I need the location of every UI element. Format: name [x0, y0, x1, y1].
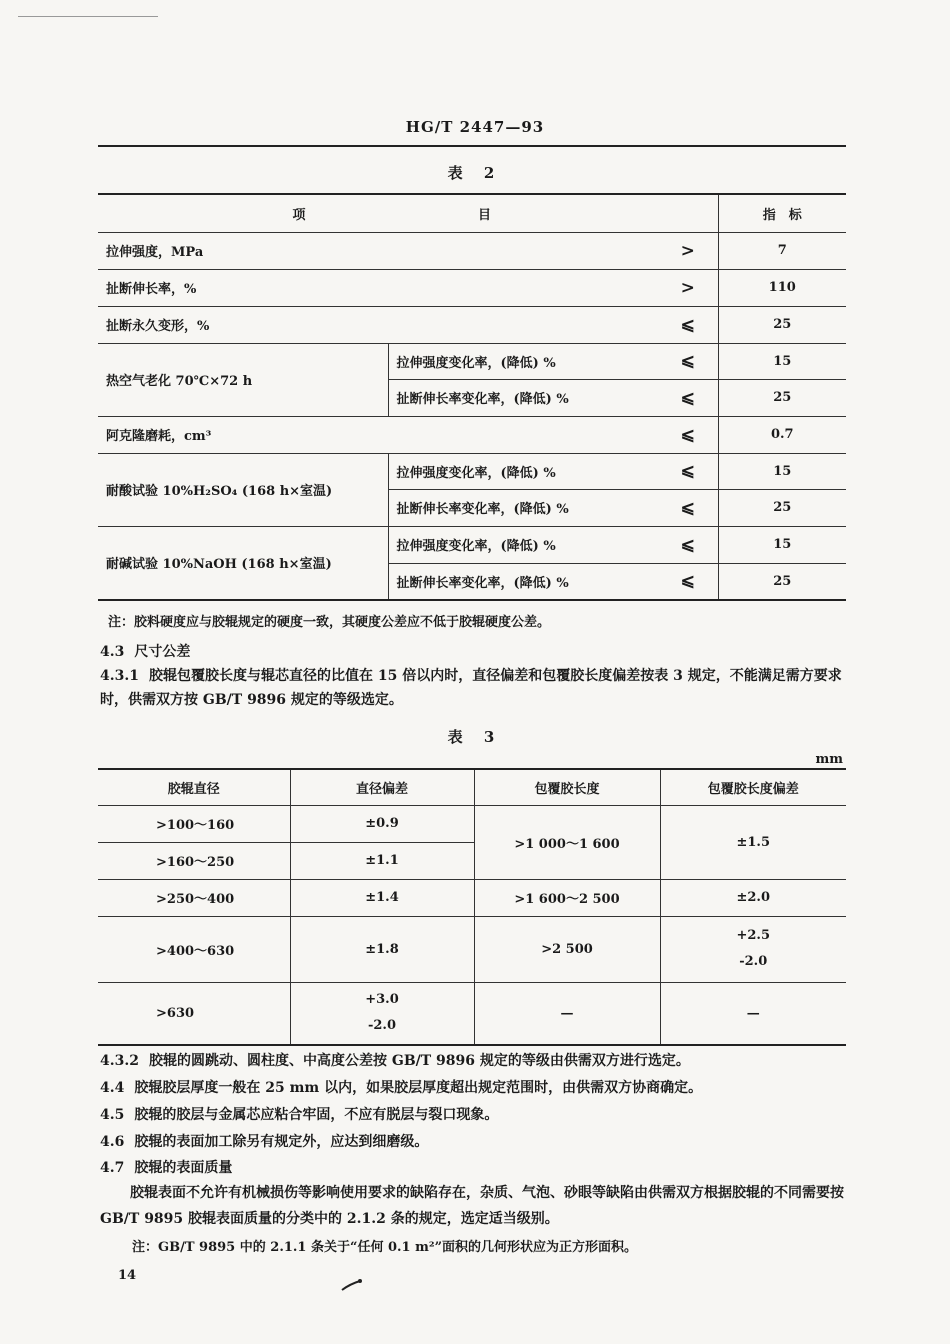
row-label: 耐酸试验 10%H₂SO₄ (168 h×室温): [98, 453, 388, 526]
pen-mark-icon: [340, 1278, 364, 1292]
deviation-lower: -2.0: [739, 954, 768, 969]
row-value: 25: [718, 306, 846, 343]
diameter: >100～160: [98, 805, 290, 842]
row-value: 15: [718, 453, 846, 489]
sub-label: 拉伸强度变化率，(降低) %: [388, 453, 658, 489]
length-deviation: ±1.5: [660, 805, 846, 879]
scan-artifact-line: [18, 16, 158, 17]
table-row: [98, 879, 846, 916]
comparator: ⩽: [658, 379, 718, 416]
sub-label: 扯断伸长率变化率，(降低) %: [388, 563, 658, 600]
header-item2: 目: [388, 194, 718, 232]
header-length-deviation: 包覆胶长度偏差: [660, 769, 846, 805]
row-value: 15: [718, 526, 846, 563]
length-deviation: —: [660, 982, 846, 1045]
paragraph-4-4: [100, 1076, 702, 1100]
table-row: [98, 269, 846, 306]
table-header-row: [98, 194, 846, 232]
table-2: [98, 193, 846, 601]
diameter: >250～400: [98, 879, 290, 916]
standard-number: HG/T 2447—93: [405, 118, 545, 136]
comparator: ⩽: [658, 306, 718, 343]
cover-length: >1 000～1 600: [474, 805, 660, 879]
section-number: 4.7: [100, 1160, 125, 1176]
row-value: 25: [718, 489, 846, 526]
table-row: [98, 306, 846, 343]
table-3: [98, 768, 846, 1046]
paragraph-text: 胶辊的圆跳动、圆柱度、中高度公差按 GB/T 9896 规定的等级由供需双方进行选定。: [148, 1053, 690, 1069]
row-label: 阿克隆磨耗，cm³: [98, 416, 658, 453]
row-label: 拉伸强度，MPa: [98, 232, 658, 269]
dia-deviation: ±1.4: [290, 879, 474, 916]
row-value: 0.7: [718, 416, 846, 453]
paragraph-4-7: [100, 1156, 232, 1180]
comparator: ⩽: [658, 453, 718, 489]
cover-length: —: [474, 982, 660, 1045]
diameter: >160～250: [98, 842, 290, 879]
section-number: 4.6: [100, 1134, 125, 1150]
dia-deviation: ±1.1: [290, 842, 474, 879]
paragraph-text: 胶辊包覆胶长度与辊芯直径的比值在 15 倍以内时，直径偏差和包覆胶长度偏差按表 3 规定，不能满足需方要求时，供需双方按 GB/T 9896 规定的等级选定。: [100, 668, 842, 708]
section-number: 4.4: [100, 1080, 125, 1096]
row-value: 25: [718, 379, 846, 416]
deviation-upper: +3.0: [365, 992, 399, 1008]
paragraph-text: 胶辊的胶层与金属芯应粘合牢固，不应有脱层与裂口现象。: [134, 1107, 499, 1123]
table-row: [98, 805, 846, 842]
table3-unit: mm: [815, 752, 843, 767]
table-row: [98, 343, 846, 379]
comparator: >: [658, 269, 718, 306]
paragraph-text: 胶辊的表面加工除另有规定外，应达到细磨级。: [134, 1134, 429, 1150]
comparator: ⩽: [658, 343, 718, 379]
length-deviation: ±2.0: [660, 879, 846, 916]
header-indicator: 指 标: [718, 194, 846, 232]
paragraph-4-3-2: [100, 1049, 690, 1073]
section-4-3-title: [100, 640, 190, 664]
row-label: 扯断伸长率，%: [98, 269, 658, 306]
paragraph-4-7-body: 胶辊表面不允许有机械损伤等影响使用要求的缺陷存在，杂质、气泡、砂眼等缺陷由供需双方根据胶辊的不同需要按 GB/T 9895 胶辊表面质量的分类中的 2.1.2 条的规定，选定适当级别。: [100, 1185, 844, 1227]
header-diameter: 胶辊直径: [98, 769, 290, 805]
cover-length: >1 600～2 500: [474, 879, 660, 916]
cover-length: >2 500: [474, 916, 660, 982]
comparator: ⩽: [658, 416, 718, 453]
length-deviation: [660, 916, 846, 982]
section-number: 4.5: [100, 1107, 125, 1123]
sub-label: 扯断伸长率变化率，(降低) %: [388, 379, 658, 416]
row-value: 25: [718, 563, 846, 600]
paragraph-4-5: [100, 1103, 498, 1127]
sub-label: 扯断伸长率变化率，(降低) %: [388, 489, 658, 526]
section-number: 4.3.1: [100, 668, 139, 684]
table-row: [98, 232, 846, 269]
dia-deviation: ±0.9: [290, 805, 474, 842]
section-title: 尺寸公差: [134, 644, 191, 660]
header-rule: [98, 145, 846, 147]
table-row: [98, 916, 846, 982]
paragraph-text: 胶辊胶层厚度一般在 25 mm 以内，如果胶层厚度超出规定范围时，由供需双方协商确定。: [134, 1080, 703, 1096]
table3-caption: 表 3: [447, 728, 503, 746]
comparator: >: [658, 232, 718, 269]
row-value: 7: [718, 232, 846, 269]
row-value: 15: [718, 343, 846, 379]
header-cover-length: 包覆胶长度: [474, 769, 660, 805]
sub-label: 拉伸强度变化率，(降低) %: [388, 526, 658, 563]
section-number: 4.3.2: [100, 1053, 139, 1069]
row-value: 110: [718, 269, 846, 306]
table2-note: 注：胶料硬度应与胶辊规定的硬度一致，其硬度公差应不低于胶辊硬度公差。: [108, 615, 551, 630]
paragraph-text: 胶辊的表面质量: [134, 1160, 233, 1176]
table-row: [98, 526, 846, 563]
table-row: [98, 982, 846, 1045]
comparator: ⩽: [658, 563, 718, 600]
paragraph-4-6: [100, 1130, 428, 1154]
deviation-lower: -2.0: [367, 1018, 396, 1034]
row-label: 扯断永久变形，%: [98, 306, 658, 343]
header-dia-deviation: 直径偏差: [290, 769, 474, 805]
deviation-upper: +2.5: [736, 928, 770, 943]
comparator: ⩽: [658, 526, 718, 563]
dia-deviation: ±1.8: [290, 916, 474, 982]
section-number: 4.3: [100, 644, 125, 660]
header-item: 项: [98, 194, 388, 232]
dia-deviation: [290, 982, 474, 1045]
diameter: >630: [98, 982, 290, 1045]
comparator: ⩽: [658, 489, 718, 526]
table-header-row: [98, 769, 846, 805]
diameter: >400～630: [98, 916, 290, 982]
row-label: 耐碱试验 10%NaOH (168 h×室温): [98, 526, 388, 600]
paragraph-4-3-1: [100, 664, 848, 712]
table2-caption: 表 2: [447, 164, 503, 182]
table-row: [98, 453, 846, 489]
table-row: [98, 416, 846, 453]
row-label: 热空气老化 70℃×72 h: [98, 343, 388, 416]
note-2: 注：GB/T 9895 中的 2.1.1 条关于“任何 0.1 m²”面积的几何形状应为正方形面积。: [132, 1240, 638, 1255]
sub-label: 拉伸强度变化率，(降低) %: [388, 343, 658, 379]
page-number: 14: [118, 1268, 137, 1283]
